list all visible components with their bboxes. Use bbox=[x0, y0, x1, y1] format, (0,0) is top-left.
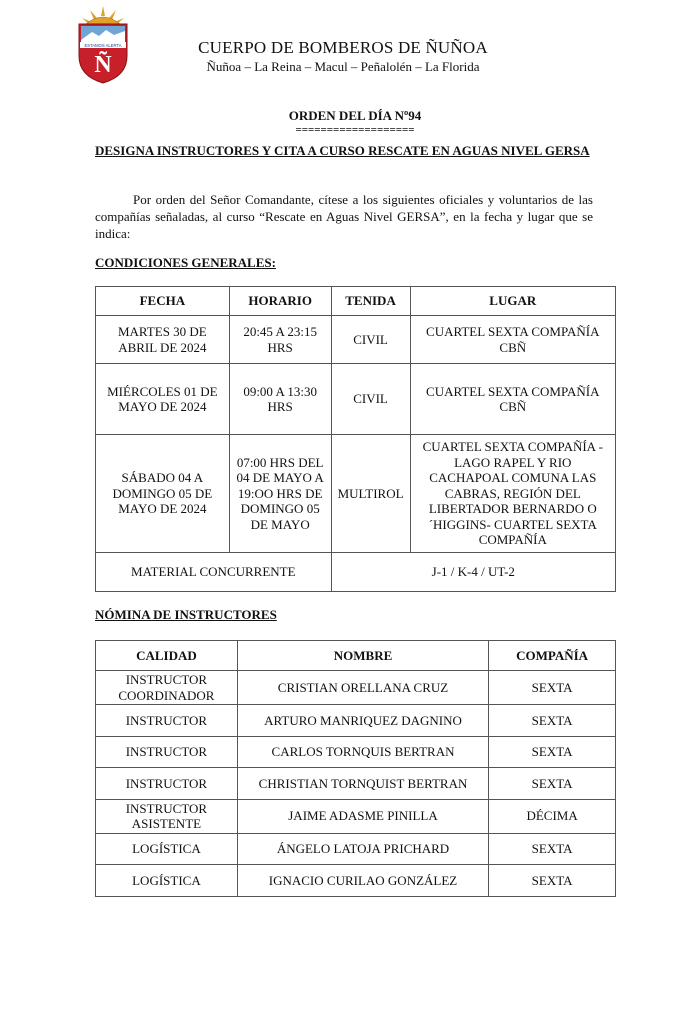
column-header: COMPAÑÍA bbox=[489, 641, 616, 671]
logo-letter: Ñ bbox=[94, 52, 112, 78]
cell-lugar: CUARTEL SEXTA COMPAÑÍA CBÑ bbox=[410, 316, 615, 364]
fire-department-shield-logo bbox=[74, 4, 132, 84]
cell-compania: SEXTA bbox=[489, 865, 616, 897]
cell-calidad: INSTRUCTOR ASISTENTE bbox=[96, 799, 238, 833]
cell-lugar: CUARTEL SEXTA COMPAÑÍA - LAGO RAPEL Y RIO CACHAPOAL COMUNA LAS CABRAS, REGIÓN DEL LIBERTADOR BERNARDO O´HIGGINS- CUARTEL SEXTA COMPAÑÍA bbox=[410, 435, 615, 553]
table-row bbox=[96, 736, 616, 768]
cell-compania: SEXTA bbox=[489, 736, 616, 768]
table-row bbox=[96, 671, 616, 705]
cell-horario: 09:00 A 13:30 HRS bbox=[229, 364, 331, 435]
cell-tenida: CIVIL bbox=[331, 316, 410, 364]
cell-calidad: LOGÍSTICA bbox=[96, 865, 238, 897]
cell-calidad: INSTRUCTOR bbox=[96, 736, 238, 768]
logo-motto: ESTAMOS ALERTA bbox=[84, 42, 122, 48]
document-subject: DESIGNA INSTRUCTORES Y CITA A CURSO RESCATE EN AGUAS NIVEL GERSA bbox=[95, 143, 590, 158]
cell-nombre: ARTURO MANRIQUEZ DAGNINO bbox=[237, 705, 488, 737]
table-row bbox=[96, 833, 616, 865]
material-row bbox=[96, 553, 616, 592]
cell-compania: DÉCIMA bbox=[489, 799, 616, 833]
cell-nombre: CHRISTIAN TORNQUIST BERTRAN bbox=[237, 768, 488, 800]
cell-tenida: MULTIROL bbox=[331, 435, 410, 553]
table-row bbox=[96, 435, 616, 553]
communes-line: Ñuñoa – La Reina – Macul – Peñalolén – La Florida bbox=[206, 59, 480, 74]
table-row bbox=[96, 799, 616, 833]
table-row bbox=[96, 705, 616, 737]
cell-fecha: MARTES 30 DE ABRIL DE 2024 bbox=[96, 316, 230, 364]
cell-compania: SEXTA bbox=[489, 833, 616, 865]
cell-nombre: IGNACIO CURILAO GONZÁLEZ bbox=[237, 865, 488, 897]
column-header: TENIDA bbox=[331, 287, 410, 316]
cell-compania: SEXTA bbox=[489, 671, 616, 705]
table-row bbox=[96, 865, 616, 897]
column-header: CALIDAD bbox=[96, 641, 238, 671]
material-label: MATERIAL CONCURRENTE bbox=[96, 553, 332, 592]
cell-fecha: SÁBADO 04 A DOMINGO 05 DE MAYO DE 2024 bbox=[96, 435, 230, 553]
cell-calidad: LOGÍSTICA bbox=[96, 833, 238, 865]
cell-calidad: INSTRUCTOR bbox=[96, 705, 238, 737]
table-row bbox=[96, 364, 616, 435]
cell-compania: SEXTA bbox=[489, 768, 616, 800]
document-title: ORDEN DEL DÍA Nº94 bbox=[288, 108, 422, 123]
instructors-heading: NÓMINA DE INSTRUCTORES bbox=[95, 607, 277, 622]
cell-calidad: INSTRUCTOR COORDINADOR bbox=[96, 671, 238, 705]
cell-tenida: CIVIL bbox=[331, 364, 410, 435]
conditions-table bbox=[95, 286, 616, 592]
table-row bbox=[96, 316, 616, 364]
column-header: HORARIO bbox=[229, 287, 331, 316]
organization-name: CUERPO DE BOMBEROS DE ÑUÑOA bbox=[198, 38, 488, 57]
cell-nombre: CRISTIAN ORELLANA CRUZ bbox=[237, 671, 488, 705]
cell-nombre: CARLOS TORNQUIS BERTRAN bbox=[237, 736, 488, 768]
cell-calidad: INSTRUCTOR bbox=[96, 768, 238, 800]
cell-nombre: JAIME ADASME PINILLA bbox=[237, 799, 488, 833]
column-header: FECHA bbox=[96, 287, 230, 316]
table-row bbox=[96, 768, 616, 800]
column-header: NOMBRE bbox=[237, 641, 488, 671]
title-rule: =================== bbox=[295, 124, 415, 136]
cell-lugar: CUARTEL SEXTA COMPAÑÍA CBÑ bbox=[410, 364, 615, 435]
intro-paragraph: Por orden del Señor Comandante, cítese a los siguientes oficiales y voluntarios de las compañías señaladas, al curso “Rescate en Aguas Nivel GERSA”, en la fecha y lugar que se indica: bbox=[95, 192, 593, 241]
table-header-row bbox=[96, 287, 616, 316]
column-header: LUGAR bbox=[410, 287, 615, 316]
conditions-heading: CONDICIONES GENERALES: bbox=[95, 255, 276, 270]
cell-fecha: MIÉRCOLES 01 DE MAYO DE 2024 bbox=[96, 364, 230, 435]
material-value: J-1 / K-4 / UT-2 bbox=[331, 553, 615, 592]
cell-horario: 07:00 HRS DEL 04 DE MAYO A 19:OO HRS DE DOMINGO 05 DE MAYO bbox=[229, 435, 331, 553]
cell-compania: SEXTA bbox=[489, 705, 616, 737]
cell-nombre: ÁNGELO LATOJA PRICHARD bbox=[237, 833, 488, 865]
table-header-row bbox=[96, 641, 616, 671]
instructors-table bbox=[95, 640, 616, 897]
cell-horario: 20:45 A 23:15 HRS bbox=[229, 316, 331, 364]
